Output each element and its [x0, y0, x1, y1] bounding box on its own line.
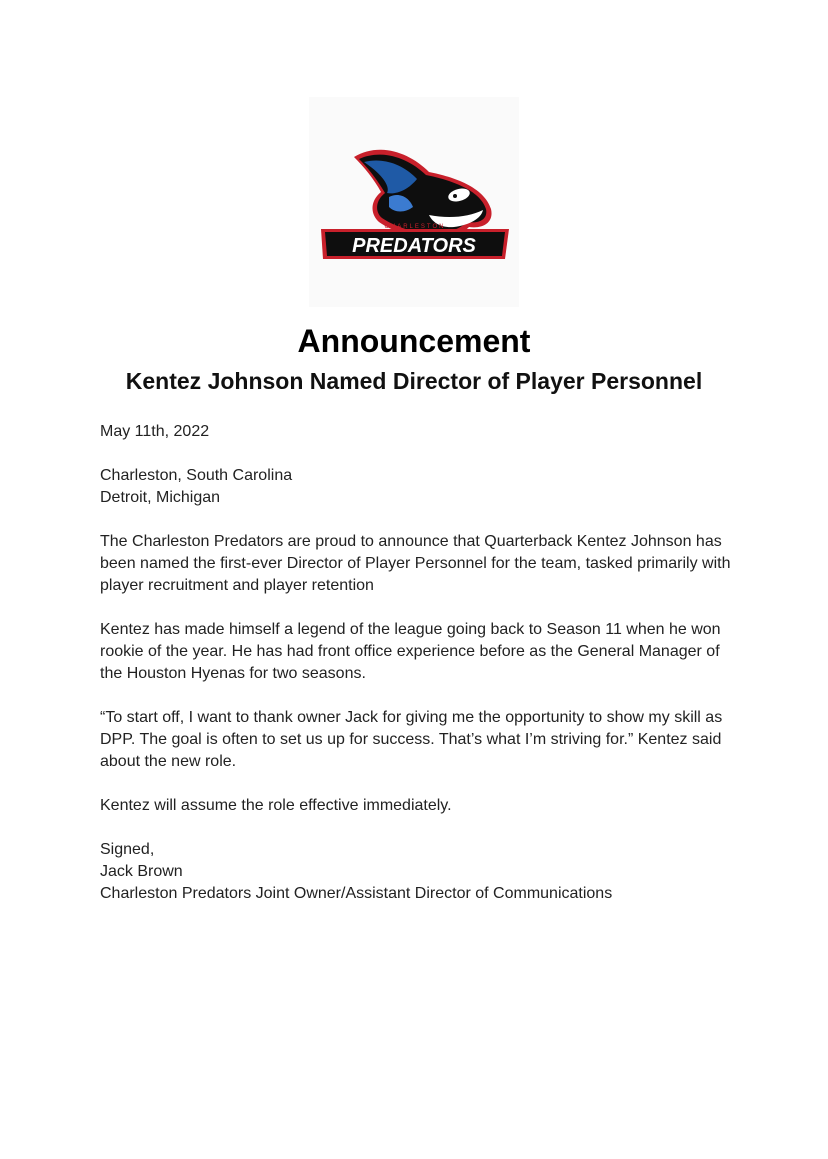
dateline-date — [100, 421, 740, 443]
quote-paragraph: “To start off, I want to thank owner Jack for giving me the opportunity to show my skill as DPP. The goal is often to set us up for success. That’s what I’m striving for.” Kentez said about the new role. — [100, 709, 723, 770]
dateline-locations — [100, 465, 740, 509]
location-text: Charleston, South Carolina — [100, 467, 293, 484]
team-logo — [309, 97, 519, 307]
date-text: May 11th, 2022 — [100, 423, 210, 440]
logo-top-text: CHARLESTON — [384, 224, 446, 230]
signature-title: Charleston Predators Joint Owner/Assistant Director of Communications — [100, 885, 613, 902]
signature-block — [100, 839, 740, 905]
page-subtitle: Kentez Johnson Named Director of Player Personnel — [125, 368, 703, 394]
page-title: Announcement — [297, 323, 531, 359]
signature-signed: Signed, — [100, 841, 155, 858]
orca-logo-icon — [309, 97, 519, 307]
announcement-body — [100, 421, 740, 927]
paragraph: Kentez has made himself a legend of the league going back to Season 11 when he won rookie of the year. He has had front office experience before as the General Manager of the Houston Hyenas for two seasons. — [100, 621, 721, 682]
signature-name: Jack Brown — [100, 863, 183, 880]
paragraph: The Charleston Predators are proud to announce that Quarterback Kentez Johnson has been named the first-ever Director of Player Personnel for the team, tasked primarily with player recruitment and player retention — [100, 533, 731, 594]
paragraph: Kentez will assume the role effective immediately. — [100, 797, 452, 814]
logo-wordmark-text: PREDATORS — [352, 235, 476, 257]
location-text: Detroit, Michigan — [100, 489, 221, 506]
